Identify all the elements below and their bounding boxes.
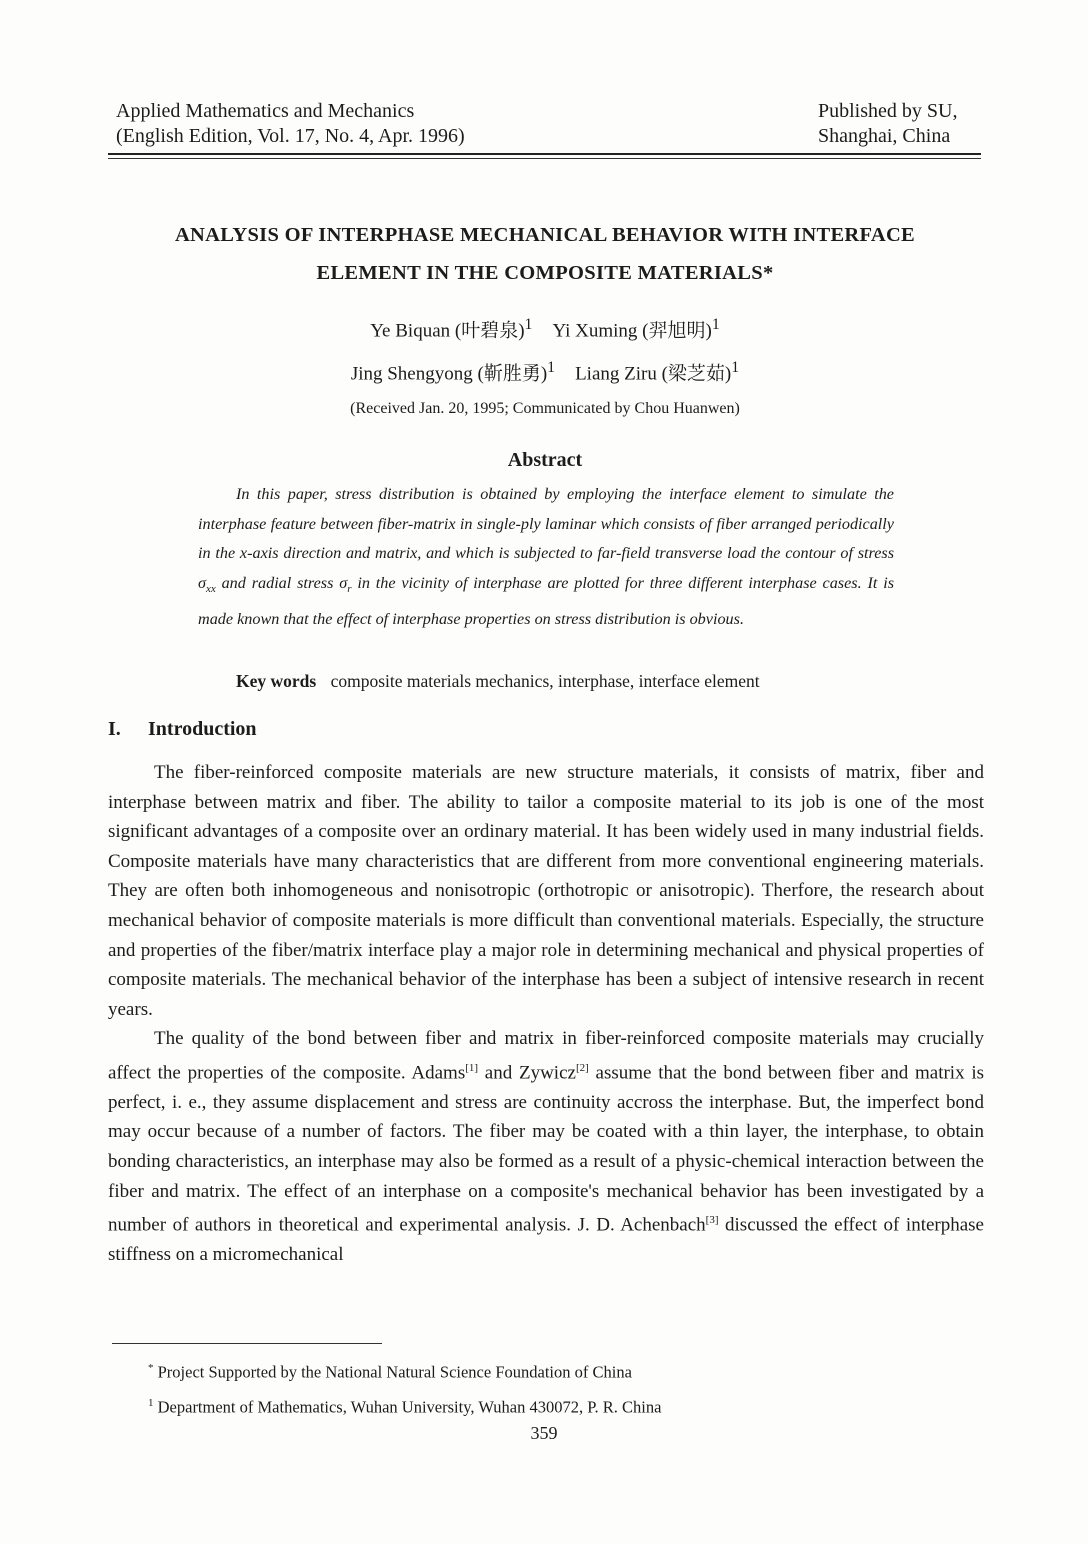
abstract-heading: Abstract: [507, 449, 583, 471]
title-line-2: ELEMENT IN THE COMPOSITE MATERIALS*: [316, 262, 774, 284]
keywords-label: Key words: [236, 671, 317, 691]
received-note: (Received Jan. 20, 1995; Communicated by Chou Huanwen): [350, 400, 740, 417]
section-heading: [108, 718, 257, 741]
section-title: Introduction: [148, 718, 257, 740]
publisher-location: Shanghai, China: [818, 125, 951, 147]
author-name: Liang Ziru (梁芝茹): [575, 363, 732, 385]
journal-header: [116, 99, 465, 149]
sigma-xx-symbol: $\sigma_{xx}$: [198, 573, 216, 596]
footnote-rule: [112, 1343, 382, 1344]
abstract-body: [198, 480, 894, 634]
abstract-text: In this paper, stress distribution is obtained by employing the interface element to simulate the interphase feature between fiber-matrix in single-ply laminar which consists of fiber arranged periodically in the x-axis direction and matrix, and which is subjected to far-field transverse load the contour of stress $\sigma_{xx}$ and radial stress $\sigma_r$ in the vicinity of interphase are plotted for three different interphase cases. It is made known that the effect of interphase properties on stress distribution is obvious.: [198, 485, 894, 628]
author-row-1: [100, 306, 990, 349]
paper-title: [100, 216, 990, 292]
author-affiliation: 1: [524, 316, 533, 333]
author-name: Yi Xuming (羿旭明): [552, 320, 712, 342]
author-name: Ye Biquan (叶碧泉): [370, 320, 525, 342]
author-affiliation: 1: [731, 359, 740, 377]
paragraph-2: The quality of the bond between fiber and matrix in fiber-reinforced composite materials may crucially affect the properties of the composite. Adams[1] and Zywicz[2] assume that the bond between fiber and matrix is perfect, i. e., they assume displacement and stress are continuity accross the interphase. But, the imperfect bond may occur because of a number of factors. The fiber may be coated with a thin layer, the interphase, to obtain bonding characteristics, an interphase may also be formed as a result of a physic-chemical interaction between the fiber and matrix. The effect of an interphase on a composite's mechanical behavior has been investigated by a number of authors in theoretical and experimental analysis. J. D. Achenbach[3] discussed the effect of interphase stiffness on a micromechanical: [108, 1028, 984, 1266]
journal-edition: (English Edition, Vol. 17, No. 4, Apr. 1996): [116, 125, 465, 147]
section-number: I.: [108, 718, 121, 740]
keywords: [236, 671, 760, 692]
author-affiliation: 1: [711, 316, 720, 333]
author-row-2: [100, 349, 990, 392]
author-list: [100, 306, 990, 393]
publisher-header: [818, 99, 957, 149]
author-affiliation: 1: [547, 359, 556, 377]
keywords-text: composite materials mechanics, interphase, interface element: [330, 671, 760, 691]
author-name: Jing Shengyong (靳胜勇): [350, 363, 548, 385]
footnotes: [148, 1353, 661, 1422]
publisher-name: Published by SU,: [818, 100, 958, 122]
body-text: [108, 758, 984, 1270]
header-rule-thin: [108, 158, 981, 159]
journal-name: Applied Mathematics and Mechanics: [116, 100, 415, 122]
footnote-affiliation: $^1$ Department of Mathematics, Wuhan University, Wuhan 430072, P. R. China: [148, 1396, 662, 1416]
title-line-1: ANALYSIS OF INTERPHASE MECHANICAL BEHAVIOR WITH INTERFACE: [174, 224, 916, 246]
footnote-funding: * Project Supported by the National Natural Science Foundation of China: [148, 1362, 632, 1382]
citation-3: [3]: [705, 1214, 719, 1227]
citation-2: [2]: [575, 1061, 589, 1074]
page-number: 359: [530, 1423, 558, 1443]
sigma-r-symbol: $\sigma_r$: [339, 573, 352, 596]
header-rule-thick: [108, 153, 981, 155]
paragraph-1: The fiber-reinforced composite materials are new structure materials, it consists of matrix, fiber and interphase between matrix and fiber. The ability to tailor a composite material to its job is one of the most significant advantages of a composite over an ordinary material. It has been widely used in many industrial fields. Composite materials have many characteristics that are different from more conventional engineering materials. They are often both inhomogeneous and nonisotropic (orthotropic or anisotropic). Therfore, the research about mechanical behavior of composite materials is more difficult than conventional materials. Especially, the structure and properties of the fiber/matrix interface play a major role in determining mechanical and physical properties of composite materials. The mechanical behavior of the interphase has been a subject of intensive research in recent years.: [108, 762, 984, 1020]
citation-1: [1]: [465, 1061, 479, 1074]
